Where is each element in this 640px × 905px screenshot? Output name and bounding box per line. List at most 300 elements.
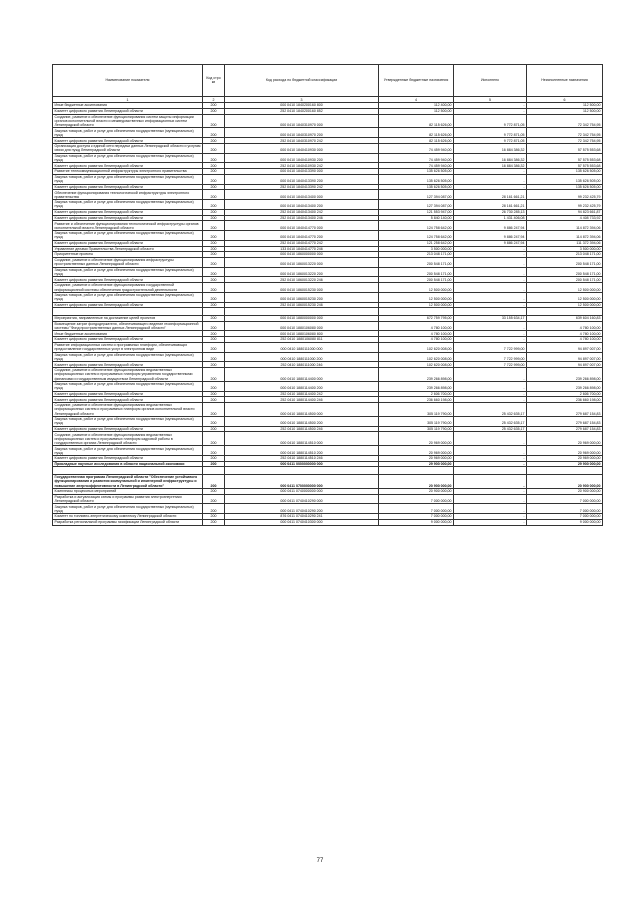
table-row [53,128,603,138]
cell-approved: 102 620 008,00 [379,352,454,362]
spacer-cell [454,467,527,475]
cell-approved: 9 000 000,00 [379,519,454,525]
cell-executed: 1 431 406,08 [454,215,527,221]
cell-code: 200 [203,519,225,525]
cell-approved: 12 500 000,00 [379,292,454,302]
cell-name: Закупка товаров, работ и услуг для обеспечения государственных (муниципальных) нужд [53,267,203,277]
cell-name: Создание, развитие и обеспечение функционирования систем защиты информации органов исполнительной власти и межведомственных информационных систем Ленинградской области [53,114,203,128]
cell-approved: 7 000 000,00 [379,514,454,520]
cell-executed: - [454,277,527,283]
cell-name: Прикладные научные исследования в области национальной экономики [53,461,203,467]
cell-approved: 112 500,00 [379,108,454,114]
cell-approved: 82 115 626,00 [379,128,454,138]
table-row [53,381,603,391]
cell-code: 200 [203,397,225,403]
spacer-cell [225,467,379,475]
cell-executed: 9 886 247,94 [454,240,527,246]
cell-unexecuted: 29 900 000,00 [527,461,603,467]
cell-unexecuted: 20 969 000,00 [527,456,603,462]
cell-code: 200 [203,426,225,432]
cell-approved: 29 900 000,00 [379,461,454,467]
cell-code: 200 [203,403,225,417]
cell-executed: - [454,103,527,109]
cell-executed: - [454,461,527,467]
cell-kbk: 252 0410 1840414770 242 [225,240,379,246]
cell-unexecuted: 57 575 553,68 [527,163,603,169]
cell-name: Создание, развитие и обеспечение функционирования ведомственных информационных систем и программных платформ кадровой работы в государственных органах Ленинградской области [53,432,203,446]
cell-approved: 4 780 100,00 [379,337,454,343]
cell-executed: 26 730 285,13 [454,209,527,215]
cell-name: Создание, развитие и обеспечение функционирования государственной информационной системы обеспечения градостроительной деятельности [53,283,203,293]
header-line-code: Код стро ки [203,65,225,97]
cell-unexecuted: 639 604 160,83 [527,315,603,321]
cell-code: 200 [203,169,225,175]
cell-executed: 25 432 635,17 [454,403,527,417]
cell-code: 200 [203,215,225,221]
table-row [53,342,603,352]
cell-code: 200 [203,292,225,302]
cell-unexecuted: 94 897 007,00 [527,342,603,352]
cell-unexecuted: 200 548 171,00 [527,277,603,283]
cell-kbk: 000 0410 1840410930 000 [225,143,379,153]
cell-code: 200 [203,257,225,267]
budget-table [52,64,603,526]
cell-unexecuted: 200 548 171,00 [527,257,603,267]
cell-executed: - [454,246,527,252]
cell-code: 200 [203,432,225,446]
cell-name: Комитет цифрового развития Ленинградской области [53,426,203,432]
cell-kbk: 000 0410 1840410930 200 [225,153,379,163]
table-header-row [53,65,603,97]
cell-approved: 121 553 947,00 [379,209,454,215]
cell-unexecuted: 2 606 700,00 [527,391,603,397]
table-row [53,504,603,514]
table-body [53,103,603,525]
cell-kbk: 000 0410 1880114510 000 [225,432,379,446]
cell-code: 200 [203,488,225,494]
cell-name: Комитет цифрового развития Ленинградской области [53,302,203,308]
cell-kbk: 000 0411 0700000000 000 [225,475,379,489]
cell-code: 200 [203,331,225,337]
cell-approved: 74 459 940,00 [379,163,454,169]
cell-name: Комитет цифрового развития Ленинградской области [53,337,203,343]
column-number: 5 [454,96,527,103]
cell-kbk: 000 0410 1880114500 000 [225,403,379,417]
cell-kbk: 252 0410 1880114400 242 [225,391,379,397]
cell-name: Комитет цифрового развития Ленинградской области [53,163,203,169]
cell-kbk: 000 0410 1880114500 200 [225,416,379,426]
cell-code: 200 [203,184,225,190]
cell-approved: 20 900 000,00 [379,488,454,494]
cell-approved: 200 548 171,00 [379,277,454,283]
column-number: 4 [379,96,454,103]
cell-kbk: 000 0410 1880106080 800 [225,331,379,337]
cell-unexecuted: 279 687 154,83 [527,403,603,417]
cell-name: Иные бюджетные ассигнования [53,103,203,109]
cell-code: 200 [203,321,225,331]
cell-approved: 7 000 000,00 [379,504,454,514]
cell-name: Создание, развитие и обеспечение функционирования инфраструктуры пространственных данных Ленинградской области [53,257,203,267]
cell-approved: 135 626 505,00 [379,174,454,184]
page-number: 77 [316,858,324,864]
cell-unexecuted: 94 823 661,87 [527,209,603,215]
cell-unexecuted: 72 342 754,95 [527,114,603,128]
cell-approved: 127 394 087,00 [379,190,454,200]
cell-unexecuted: 72 342 754,95 [527,138,603,144]
cell-kbk: 252 0410 1880114500 246 [225,426,379,432]
cell-name: Закупка товаров, работ и услуг для обеспечения государственных (муниципальных) нужд [53,504,203,514]
table-row [53,190,603,200]
cell-name: Комитет цифрового развития Ленинградской области [53,240,203,246]
cell-code: 200 [203,368,225,382]
cell-code: 200 [203,267,225,277]
cell-kbk: 000 0410 1860000000 000 [225,252,379,258]
table-row [53,292,603,302]
cell-unexecuted: 135 626 505,00 [527,184,603,190]
cell-approved: 7 000 000,00 [379,494,454,504]
cell-unexecuted: 20 969 000,00 [527,446,603,456]
cell-kbk: 000 0410 1840413390 000 [225,169,379,175]
cell-unexecuted: 7 000 000,00 [527,504,603,514]
cell-name: Комитет цифрового развития Ленинградской области [53,138,203,144]
cell-code: 200 [203,514,225,520]
spacer-cell [379,467,454,475]
column-number: 1 [53,96,203,103]
cell-code: 200 [203,504,225,514]
cell-code: 200 [203,283,225,293]
table-spacer-row [53,467,603,475]
cell-name: Закупка товаров, работ и услуг для обеспечения государственных (муниципальных) нужд [53,128,203,138]
cell-unexecuted: 99 232 425,79 [527,200,603,210]
cell-unexecuted: 20 900 000,00 [527,488,603,494]
table-row [53,403,603,417]
cell-executed: - [454,519,527,525]
cell-code: 200 [203,221,225,231]
cell-name: Закупка товаров, работ и услуг для обеспечения государственных (муниципальных) нужд [53,381,203,391]
cell-code: 200 [203,128,225,138]
cell-unexecuted: 94 897 007,00 [527,352,603,362]
cell-executed: - [454,337,527,343]
cell-name: Закупка товаров, работ и услуг для обеспечения государственных (муниципальных) нужд [53,292,203,302]
cell-approved: 200 548 171,00 [379,267,454,277]
cell-approved: 102 620 008,00 [379,342,454,352]
cell-unexecuted: 7 000 000,00 [527,514,603,520]
cell-name: Возмещение затрат фондодержателя, обеспечивающего ведение геоинформационной системы "Фонд пространственных данных Ленинградской области" [53,321,203,331]
header-approved: Утвержденные бюджетные назначения [379,65,454,97]
header-executed: Исполнено [454,65,527,97]
cell-code: 200 [203,381,225,391]
table-row [53,475,603,489]
cell-executed: - [454,488,527,494]
cell-executed: 7 722 999,00 [454,362,527,368]
cell-kbk: 000 0410 1840200160 800 [225,103,379,109]
cell-unexecuted: 3 500 000,00 [527,246,603,252]
cell-kbk: 252 0410 1860013220 246 [225,277,379,283]
cell-executed: 25 432 635,17 [454,426,527,432]
cell-name: Комитет цифрового развития Ленинградской области [53,362,203,368]
cell-approved: 200 548 171,00 [379,257,454,267]
cell-kbk: 000 0411 0740410300 000 [225,519,379,525]
cell-kbk: 000 0410 1840414770 200 [225,231,379,241]
cell-executed: 16 884 386,32 [454,163,527,169]
cell-executed: 7 722 999,00 [454,352,527,362]
cell-code: 200 [203,200,225,210]
cell-code: 200 [203,103,225,109]
cell-kbk: 000 0410 1840414770 000 [225,221,379,231]
cell-name: Развитие информационных систем и программных платформ, обеспечивающих предоставление государственных услуг в электронном виде [53,342,203,352]
cell-approved: 4 780 100,00 [379,331,454,337]
cell-executed: 16 884 386,32 [454,153,527,163]
cell-executed: - [454,331,527,337]
cell-name: Развитие и обеспечение функционирования технологической инфраструктуры органов исполнительной власти Ленинградской области [53,221,203,231]
cell-executed: - [454,456,527,462]
cell-name: Комплексы процессных мероприятий [53,488,203,494]
cell-unexecuted: 279 687 154,83 [527,416,603,426]
cell-name: Обеспечение функционирования технологической инфраструктуры электронного правительства [53,190,203,200]
table-spacer-row [53,308,603,316]
table-row [53,174,603,184]
cell-name: Управление делами Правительства Ленинградской области [53,246,203,252]
cell-name: Мероприятия, направленные на достижение целей проектов [53,315,203,321]
cell-executed: 16 884 386,32 [454,143,527,153]
cell-kbk: 000 0411 0740410290 200 [225,504,379,514]
cell-kbk: 000 0410 1880114400 000 [225,368,379,382]
cell-name: Комитет цифрового развития Ленинградской области [53,215,203,221]
cell-approved: 2 606 700,00 [379,391,454,397]
cell-approved: 20 969 000,00 [379,432,454,446]
cell-approved: 124 758 642,00 [379,221,454,231]
spacer-cell [53,308,203,316]
cell-approved: 5 840 140,00 [379,215,454,221]
cell-name: Приоритетные проекты [53,252,203,258]
cell-code: 200 [203,240,225,246]
cell-kbk: 000 0410 1880111000 000 [225,342,379,352]
cell-unexecuted: 57 575 553,68 [527,153,603,163]
cell-executed: - [454,302,527,308]
cell-code: 200 [203,362,225,368]
cell-approved: 305 119 790,00 [379,403,454,417]
table-row [53,143,603,153]
column-number: 3 [225,96,379,103]
cell-kbk: 133 0410 1840414770 246 [225,246,379,252]
header-name: Наименование показателя [53,65,203,97]
cell-approved: 12 500 000,00 [379,302,454,308]
cell-executed: - [454,432,527,446]
cell-unexecuted: 99 232 425,79 [527,190,603,200]
cell-name: Создание, развитие и обеспечение функционирования ведомственных информационных систем и программных платформ управления государственными финансами и государственным имуществом Ленинградской области [53,368,203,382]
cell-executed: 28 161 661,21 [454,200,527,210]
cell-unexecuted: 213 048 171,00 [527,252,603,258]
budget-report-sheet [52,64,602,526]
cell-code: 200 [203,190,225,200]
cell-name: Разработка и актуализация схемы и программы развития электроэнергетики Ленинградской области [53,494,203,504]
cell-code: 200 [203,456,225,462]
cell-name: Государственная программа Ленинградской области "Обеспечение устойчивого функционирования и развития коммунальной и инженерной инфраструктуры и повышение энергоэффективности в Ленинградской области" [53,475,203,489]
spacer-cell [527,467,603,475]
cell-executed: - [454,283,527,293]
cell-unexecuted: 72 342 754,95 [527,128,603,138]
cell-executed: 9 886 247,94 [454,221,527,231]
table-row [53,494,603,504]
cell-approved: 239 266 898,00 [379,381,454,391]
cell-kbk: 000 0410 1840413400 000 [225,190,379,200]
cell-code: 200 [203,352,225,362]
cell-executed: - [454,446,527,456]
cell-name: Комитет цифрового развития Ленинградской области [53,391,203,397]
cell-kbk: 252 0410 1880114510 246 [225,456,379,462]
cell-name: Закупка товаров, работ и услуг для обеспечения государственных (муниципальных) нужд [53,352,203,362]
cell-unexecuted: 135 626 505,00 [527,169,603,175]
cell-name: Разработка региональной программы газификации Ленинградской области [53,519,203,525]
cell-executed: 7 722 999,00 [454,342,527,352]
cell-approved: 20 969 000,00 [379,446,454,456]
cell-executed: - [454,174,527,184]
column-number: 2 [203,96,225,103]
cell-kbk: 252 0410 1880114400 246 [225,397,379,403]
cell-executed: 28 161 661,21 [454,190,527,200]
table-row [53,283,603,293]
cell-approved: 20 900 000,00 [379,475,454,489]
cell-code: 200 [203,337,225,343]
cell-unexecuted: 12 500 000,00 [527,302,603,308]
spacer-cell [454,308,527,316]
cell-approved: 20 969 000,00 [379,456,454,462]
table-row [53,432,603,446]
cell-executed: - [454,504,527,514]
cell-kbk: 000 0410 1860013220 200 [225,267,379,277]
cell-code: 200 [203,138,225,144]
cell-executed: - [454,514,527,520]
cell-unexecuted: 114 872 394,06 [527,221,603,231]
cell-code: 200 [203,494,225,504]
cell-unexecuted: 9 000 000,00 [527,519,603,525]
cell-unexecuted: 112 500,00 [527,108,603,114]
cell-unexecuted: 4 780 100,00 [527,337,603,343]
cell-executed: - [454,108,527,114]
cell-kbk: 252 0410 1860015230 246 [225,302,379,308]
cell-approved: 672 759 795,00 [379,315,454,321]
table-row [53,352,603,362]
spacer-cell [203,467,225,475]
cell-approved: 121 258 642,00 [379,240,454,246]
cell-unexecuted: 57 575 553,68 [527,143,603,153]
cell-approved: 4 780 100,00 [379,321,454,331]
cell-unexecuted: 239 266 898,00 [527,368,603,382]
cell-name: Закупка товаров, работ и услуг для обеспечения государственных (муниципальных) нужд [53,174,203,184]
spacer-cell [53,467,203,475]
cell-executed: - [454,267,527,277]
cell-unexecuted: 94 897 007,00 [527,362,603,368]
cell-name: Комитет цифрового развития Ленинградской области [53,277,203,283]
cell-code: 200 [203,209,225,215]
cell-kbk: 252 0410 1840413400 242 [225,209,379,215]
cell-kbk: 252 0410 1840413400 246 [225,215,379,221]
cell-executed: 9 772 871,05 [454,114,527,128]
table-row [53,200,603,210]
cell-code: 200 [203,174,225,184]
cell-unexecuted: 239 266 898,00 [527,381,603,391]
cell-name: Комитет цифрового развития Ленинградской области [53,209,203,215]
table-row [53,267,603,277]
cell-kbk: 252 0410 1840413390 242 [225,184,379,190]
cell-kbk: 000 0411 0000000000 000 [225,461,379,467]
cell-kbk: 252 0410 1840200160 852 [225,108,379,114]
cell-name: Закупка товаров, работ и услуг для обеспечения государственных (муниципальных) нужд [53,231,203,241]
cell-approved: 82 115 626,00 [379,138,454,144]
cell-approved: 3 500 000,00 [379,246,454,252]
cell-unexecuted: 4 780 100,00 [527,331,603,337]
cell-kbk: 000 0410 1860015230 200 [225,292,379,302]
cell-approved: 239 266 898,00 [379,368,454,382]
cell-approved: 305 119 790,00 [379,426,454,432]
cell-executed: - [454,397,527,403]
cell-code: 200 [203,277,225,283]
cell-executed: - [454,169,527,175]
table-row [53,368,603,382]
cell-unexecuted: 236 660 198,00 [527,397,603,403]
cell-kbk: 876 0411 0740410290 241 [225,514,379,520]
cell-approved: 305 119 790,00 [379,416,454,426]
cell-approved: 127 394 087,00 [379,200,454,210]
cell-kbk: 000 0410 1860013220 000 [225,257,379,267]
cell-name: Закупка товаров, работ и услуг для обеспечения государственных (муниципальных) нужд [53,153,203,163]
cell-name: Закупка товаров, работ и услуг для обеспечения государственных (муниципальных) нужд [53,416,203,426]
cell-executed: 9 772 871,05 [454,138,527,144]
cell-executed: - [454,292,527,302]
cell-code: 200 [203,163,225,169]
table-row [53,153,603,163]
cell-kbk: 000 0410 1880114400 200 [225,381,379,391]
cell-unexecuted: 12 500 000,00 [527,292,603,302]
cell-executed: - [454,252,527,258]
cell-approved: 236 660 198,00 [379,397,454,403]
cell-name: Иные бюджетные ассигнования [53,331,203,337]
cell-code: 200 [203,315,225,321]
cell-unexecuted: 111 372 394,06 [527,240,603,246]
header-expense-code: Код расхода по бюджетной классификации [225,65,379,97]
table-row [53,257,603,267]
cell-approved: 102 620 008,00 [379,362,454,368]
cell-code: 200 [203,114,225,128]
cell-executed: - [454,475,527,489]
cell-kbk: 000 0410 1880111000 200 [225,352,379,362]
cell-kbk: 000 0410 1840413400 200 [225,200,379,210]
cell-unexecuted: 20 900 000,00 [527,475,603,489]
cell-code: 200 [203,143,225,153]
spacer-cell [203,308,225,316]
spacer-cell [527,308,603,316]
cell-executed: - [454,368,527,382]
table-row [53,446,603,456]
cell-unexecuted: 20 969 000,00 [527,432,603,446]
cell-approved: 213 048 171,00 [379,252,454,258]
cell-code: 200 [203,416,225,426]
cell-executed: 9 772 871,05 [454,128,527,138]
cell-code: 200 [203,475,225,489]
cell-kbk: 000 0410 1840310970 200 [225,128,379,138]
cell-unexecuted: 135 626 505,00 [527,174,603,184]
table-row [53,231,603,241]
cell-code: 200 [203,252,225,258]
cell-code: 200 [203,231,225,241]
column-number: 6 [527,96,603,103]
cell-kbk: 000 0411 0740410290 000 [225,494,379,504]
spacer-cell [225,308,379,316]
cell-code: 200 [203,461,225,467]
cell-name: Комитет по топливно-энергетическому комплексу Ленинградской области [53,514,203,520]
cell-unexecuted: 7 000 000,00 [527,494,603,504]
table-row [53,221,603,231]
